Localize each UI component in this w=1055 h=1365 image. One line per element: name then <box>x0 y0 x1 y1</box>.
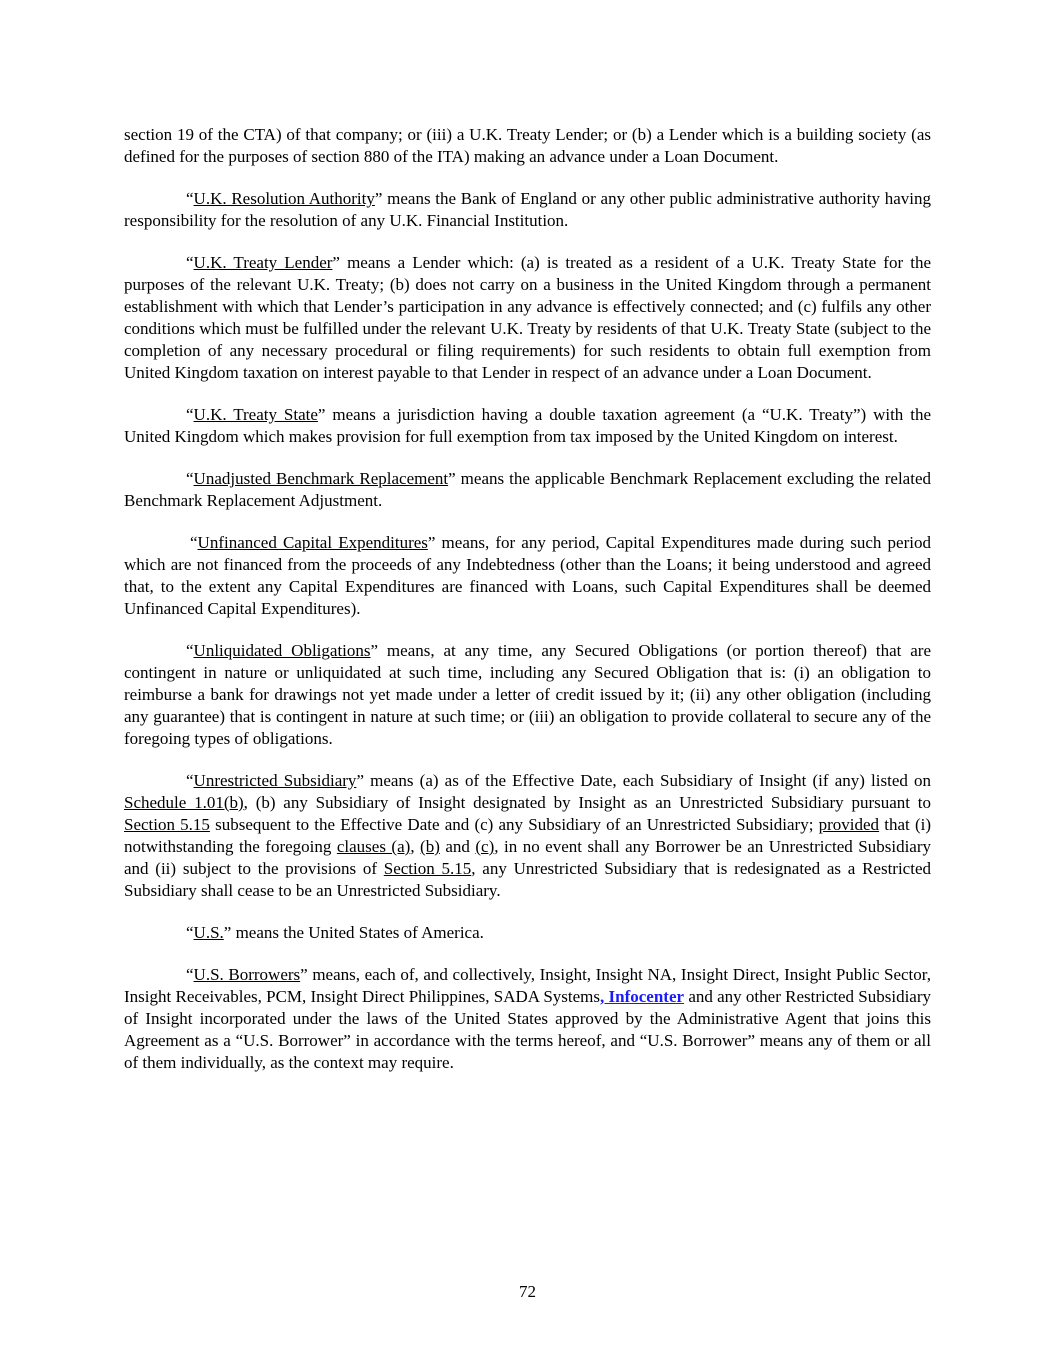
definition-unliquidated-obligations <box>124 640 931 750</box>
definition-unrestricted-subsidiary <box>124 770 931 902</box>
paragraph-continued <box>124 124 931 168</box>
defined-term: U.K. Treaty State <box>193 405 318 424</box>
quote-mark: “ <box>186 253 194 272</box>
definition-uk-resolution-authority <box>124 188 931 232</box>
defined-term: U.S. <box>193 923 224 942</box>
definition-text: and <box>439 837 476 856</box>
cross-reference: (b) <box>420 837 440 856</box>
defined-term: Unfinanced Capital Expenditures <box>197 533 428 552</box>
quote-mark: “ <box>186 641 194 660</box>
quote-mark: “ <box>186 965 194 984</box>
quote-mark: “ <box>186 923 194 942</box>
definition-text: , any Unrestricted Subsidiary that is redesignated as a Restricted Subsidiary shall cease to be an Unrestricted Subsidiary. <box>124 859 931 900</box>
definition-text: ” means (a) as of the Effective Date, each Subsidiary of Insight (if any) listed on <box>356 771 931 790</box>
quote-mark: “ <box>186 405 194 424</box>
cross-reference: Section 5.15 <box>124 815 210 834</box>
cross-reference: clauses (a) <box>336 837 411 856</box>
defined-term: Unadjusted Benchmark Replacement <box>193 469 449 488</box>
page-number: 72 <box>519 1282 536 1301</box>
definition-text: , in no event shall any Borrower be an Unrestricted Subsidiary and (ii) subject to the provisions of <box>124 837 932 878</box>
definition-unfinanced-capital-expenditures <box>124 532 931 620</box>
definition-text: , (b) any Subsidiary of Insight designated by Insight as an Unrestricted Subsidiary pursuant to <box>243 793 931 812</box>
definition-text: ” means, at any time, any Secured Obligations (or portion thereof) that are contingent in nature or unliquidated at such time, including any Secured Obligation that is: (i) an obligation to reimburse a bank for drawings not yet made under a letter of credit issued by it; (ii) any other obligation (including any guarantee) that is contingent in nature at such time; or (iii) an obligation to provide collateral to secure any of the foregoing types of obligations. <box>124 641 932 748</box>
definition-text: ” means, each of, and collectively, Insight, Insight NA, Insight Direct, Insight Public Sector, Insight Receivables, PCM, Insight Direct Philippines, SADA Systems <box>124 965 931 1006</box>
definition-unadjusted-benchmark-replacement <box>124 468 931 512</box>
definition-text: ” means, for any period, Capital Expenditures made during such period which are not financed from the proceeds of any Indebtedness (other than the Loans; it being understood and agreed that, to the extent any Capital Expenditures are financed with Loans, such Capital Expenditures shall be deemed Unfinanced Capital Expenditures). <box>124 533 931 618</box>
cross-reference: Schedule 1.01(b) <box>124 793 244 812</box>
definition-uk-treaty-state <box>124 404 931 448</box>
definition-text: ” means the United States of America. <box>223 923 484 942</box>
definition-us <box>124 922 931 944</box>
definition-text: ” means a jurisdiction having a double taxation agreement (a “U.K. Treaty”) with the United Kingdom which makes provision for full exemption from tax imposed by the United Kingdom on interest. <box>124 405 931 446</box>
definition-text: , <box>410 837 421 856</box>
cross-reference: Section 5.15 <box>383 859 472 878</box>
quote-mark: “ <box>186 469 194 488</box>
definition-text: and any other Restricted Subsidiary of Insight incorporated under the laws of the United States approved by the Administrative Agent that joins this Agreement as a “U.S. Borrower” in accordance with the terms hereof, and “U.S. Borrower” means any of them or all of them individually, as the context may require. <box>124 987 932 1072</box>
defined-term: U.K. Treaty Lender <box>193 253 333 272</box>
definition-text: ” means a Lender which: (a) is treated as a resident of a U.K. Treaty State for the purposes of the relevant U.K. Treaty; (b) does not carry on a business in the United Kingdom through a permanent establishment with which that Lender’s participation in any advance is effectively connected; and (c) fulfils any other conditions which must be fulfilled under the relevant U.K. Treaty by residents of that U.K. Treaty State (subject to the completion of any necessary procedural or filing requirements) for such residents to obtain full exemption from United Kingdom taxation on interest payable to that Lender in respect of an advance under a Loan Document. <box>124 253 931 382</box>
definition-us-borrowers <box>124 964 931 1074</box>
definition-text: subsequent to the Effective Date and (c) any Subsidiary of an Unrestricted Subsidiary; <box>209 815 819 834</box>
quote-mark: “ <box>190 533 198 552</box>
quote-mark: “ <box>186 189 194 208</box>
definition-uk-treaty-lender <box>124 252 931 384</box>
paragraph-text: section 19 of the CTA) of that company; or (iii) a U.K. Treaty Lender; or (b) a Lender which is a building society (as defined for the purposes of section 880 of the ITA) making an advance under a Loan Document. <box>124 125 931 166</box>
cross-reference: (c) <box>475 837 495 856</box>
emphasis-term: provided <box>818 815 880 834</box>
definition-text: ” means the applicable Benchmark Replacement excluding the related Benchmark Replacement Adjustment. <box>124 469 931 510</box>
definition-text: ” means the Bank of England or any other public administrative authority having responsibility for the resolution of any U.K. Financial Institution. <box>124 189 931 230</box>
quote-mark: “ <box>186 771 194 790</box>
defined-term: Unrestricted Subsidiary <box>193 771 357 790</box>
document-page <box>124 124 931 1094</box>
inserted-text-revision: , Infocenter <box>600 987 685 1006</box>
defined-term: Unliquidated Obligations <box>193 641 371 660</box>
defined-term: U.K. Resolution Authority <box>193 189 375 208</box>
definition-text: that (i) notwithstanding the foregoing <box>124 815 931 856</box>
defined-term: U.S. Borrowers <box>193 965 301 984</box>
